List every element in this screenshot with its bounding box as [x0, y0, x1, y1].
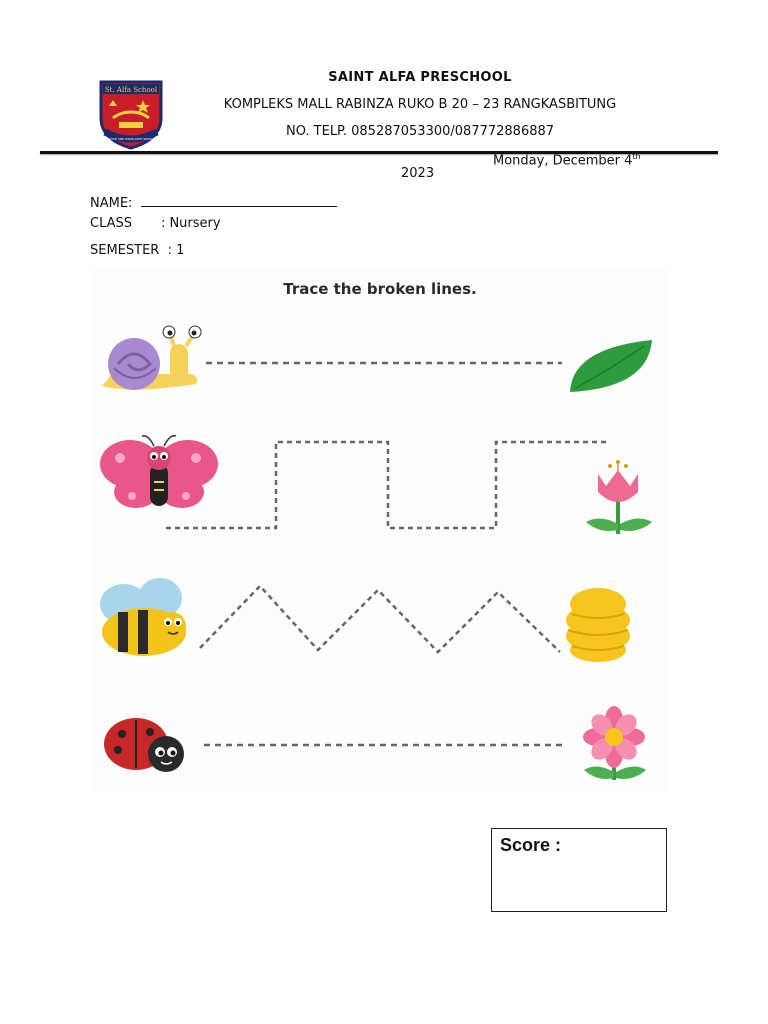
- tulip-icon: [586, 460, 652, 534]
- worksheet-title: Trace the broken lines.: [283, 280, 477, 298]
- school-logo-icon: [95, 78, 167, 150]
- school-name: SAINT ALFA PRESCHOOL: [328, 70, 512, 85]
- beehive-icon: [566, 588, 630, 662]
- score-label: Score :: [500, 835, 562, 855]
- pink-flower-icon: [583, 706, 646, 780]
- trace-line-2[interactable]: [166, 442, 610, 528]
- tracing-worksheet: [92, 268, 668, 792]
- logo-motto: INNOVATIVE AND EXCELLENT KNOWLEDGE: [98, 137, 164, 141]
- name-field: [90, 195, 337, 211]
- logo-text: St. Alfa School: [104, 86, 158, 94]
- class-field: CLASS : Nursery: [90, 216, 221, 231]
- trace-line-3[interactable]: [200, 586, 560, 652]
- school-address: KOMPLEKS MALL RABINZA RUKO B 20 – 23 RANGKASBITUNG: [223, 97, 617, 112]
- date-suffix: th: [632, 152, 641, 161]
- name-label: NAME:: [90, 196, 137, 211]
- score-box[interactable]: [491, 828, 667, 912]
- school-phone: NO. TELP. 085287053300/087772886887: [285, 124, 555, 139]
- date-year: 2023: [401, 166, 435, 181]
- ladybug-icon: [104, 718, 184, 772]
- snail-icon: [102, 326, 201, 390]
- worksheet-drawing: [92, 268, 668, 792]
- leaf-icon: [570, 340, 652, 392]
- date: [493, 152, 641, 168]
- date-main: Monday, December 4: [493, 153, 633, 169]
- bee-icon: [100, 578, 186, 656]
- name-blank-line[interactable]: [141, 195, 337, 207]
- semester-field: SEMESTER : 1: [90, 243, 185, 258]
- butterfly-icon: [100, 436, 218, 508]
